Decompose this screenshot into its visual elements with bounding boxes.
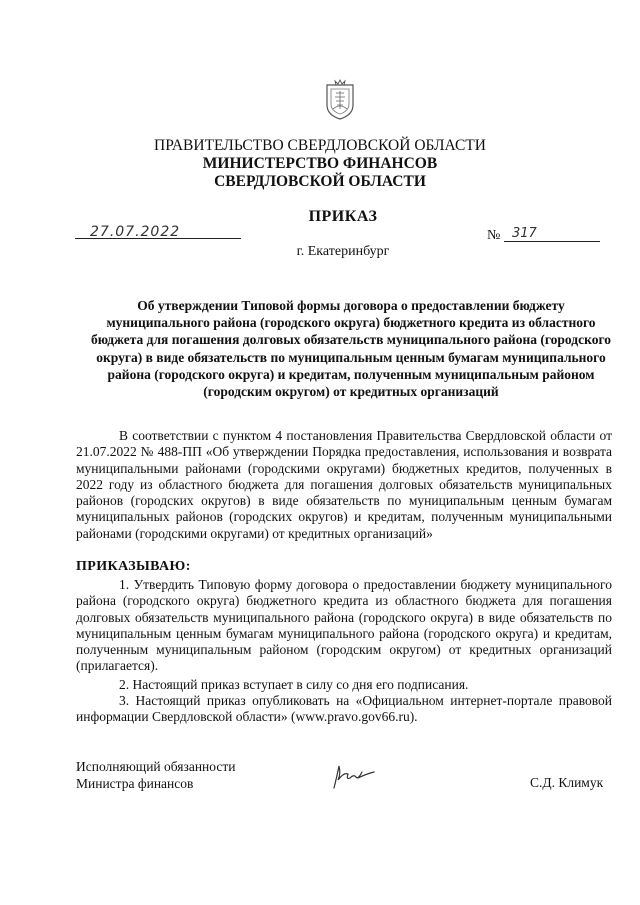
order-number-label: № <box>487 228 501 243</box>
signatory-position-line1: Исполняющий обязанности <box>76 759 236 774</box>
ministry-header: МИНИСТЕРСТВО ФИНАНСОВ <box>202 155 438 172</box>
order-date: 27.07.2022 <box>90 224 181 240</box>
region-header: СВЕРДЛОВСКОЙ ОБЛАСТИ <box>214 173 426 190</box>
signatory-position <box>76 758 235 792</box>
clause-1: 1. Утвердить Типовую форму договора о предоставлении бюджету муниципального района (городского округа) бюджетного кредита из областного бюджета для погашения долговых обязательств муниципального района (городского округа) в виде обязательств по муниципальным ценным бумагам муниципального района (городского округа) и кредитам, полученным муниципальным районом (городским округом) от кредитных организаций (прилагается). <box>76 577 612 674</box>
preamble-paragraph: В соответствии с пунктом 4 постановления Правительства Свердловской области от 21.07.2022 № 488-ПП «Об утверждении Порядка предоставления, использования и возврата муниципальными районами (городскими округами) бюджетных кредитов, полученных в 2022 году из областного бюджета для погашения долговых обязательств муниципальных районов (городских округов) в виде обязательств по муниципальным ценным бумагам муниципальных районов (городских округов) и кредитам, полученным муниципальными районами (городскими округами) от кредитных организаций» <box>76 428 612 541</box>
order-title: ПРИКАЗ <box>308 208 378 225</box>
order-city: г. Екатеринбург <box>296 244 390 259</box>
government-header: ПРАВИТЕЛЬСТВО СВЕРДЛОВСКОЙ ОБЛАСТИ <box>154 137 486 154</box>
clause-3: 3. Настоящий приказ опубликовать на «Официальном интернет-портале правовой информации Свердловской области» (www.pravo.gov66.ru). <box>76 693 612 725</box>
date-underline <box>75 238 241 239</box>
number-underline <box>504 241 600 242</box>
prikazyvayu-heading: ПРИКАЗЫВАЮ: <box>76 559 191 574</box>
coat-of-arms-emblem <box>323 79 357 121</box>
document-title: Об утверждении Типовой формы договора о предоставлении бюджету муниципального района (городского округа) бюджетного кредита из областного бюджета для погашения долговых обязательств муниципального района (городского округа) в виде обязательств по муниципальным ценным бумагам муниципального района (городского округа) и кредитам, полученным муниципальным районом (городским округом) от кредитных организаций <box>90 298 611 400</box>
signatory-position-line2: Министра финансов <box>76 776 194 791</box>
clause-2: 2. Настоящий приказ вступает в силу со дня его подписания. <box>119 677 469 692</box>
handwritten-signature <box>328 762 378 790</box>
order-number: 317 <box>512 226 537 241</box>
signatory-name: С.Д. Климук <box>530 775 604 790</box>
